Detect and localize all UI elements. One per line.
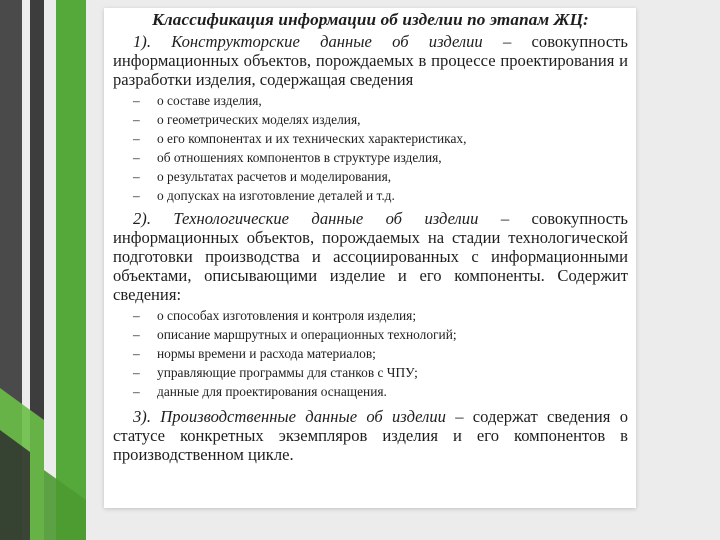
list-item: – о способах изготовления и контроля изделия; [133, 307, 417, 323]
document-title: Классификация информации об изделии по этапам ЖЦ: [152, 10, 589, 29]
section-paragraph [113, 209, 628, 305]
list-item: – о геометрических моделях изделия, [133, 111, 361, 127]
bullet-list [113, 306, 628, 401]
section-production-data [113, 407, 628, 465]
list-item: – описание маршрутных и операционных технологий; [133, 326, 457, 342]
section-paragraph [113, 407, 628, 465]
green-stripe [56, 0, 86, 540]
list-item: – о его компонентах и их технических характеристиках, [133, 130, 467, 146]
list-item: – о допусках на изготовление деталей и т.д. [133, 187, 395, 203]
section-lead: 1). Конструкторские данные об изделии [133, 32, 483, 51]
list-item: – о результатах расчетов и моделирования, [133, 168, 392, 184]
list-item: – о составе изделия, [133, 92, 262, 108]
section-technology-data [113, 209, 628, 401]
list-item: – данные для проектирования оснащения. [133, 383, 387, 399]
section-body: – содержат сведения о статусе конкретных экземпляров изделия и его компонентов в производственном цикле. [113, 406, 629, 465]
document-page [104, 8, 636, 508]
list-item: – управляющие программы для станков с ЧПУ; [133, 364, 418, 380]
list-item: – об отношениях компонентов в структуре изделия, [133, 149, 442, 165]
section-lead: 2). Технологические данные об изделии [133, 208, 479, 228]
section-design-data [113, 32, 628, 205]
section-lead: 3). Производственные данные об изделии [133, 406, 446, 426]
list-item: – нормы времени и расхода материалов; [133, 345, 376, 361]
section-body: – совокупность информационных объектов, порождаемых на стадии технологической подготовки производства и ассоциированных с информационными объектами, описывающими изделие и его компоненты. Содержит сведения: [113, 208, 628, 305]
section-body: – совокупность информационных объектов, порождаемых в процессе проектирования и разработки изделия, содержащая сведения [113, 32, 629, 90]
bullet-list [113, 91, 628, 205]
section-paragraph [113, 32, 628, 90]
